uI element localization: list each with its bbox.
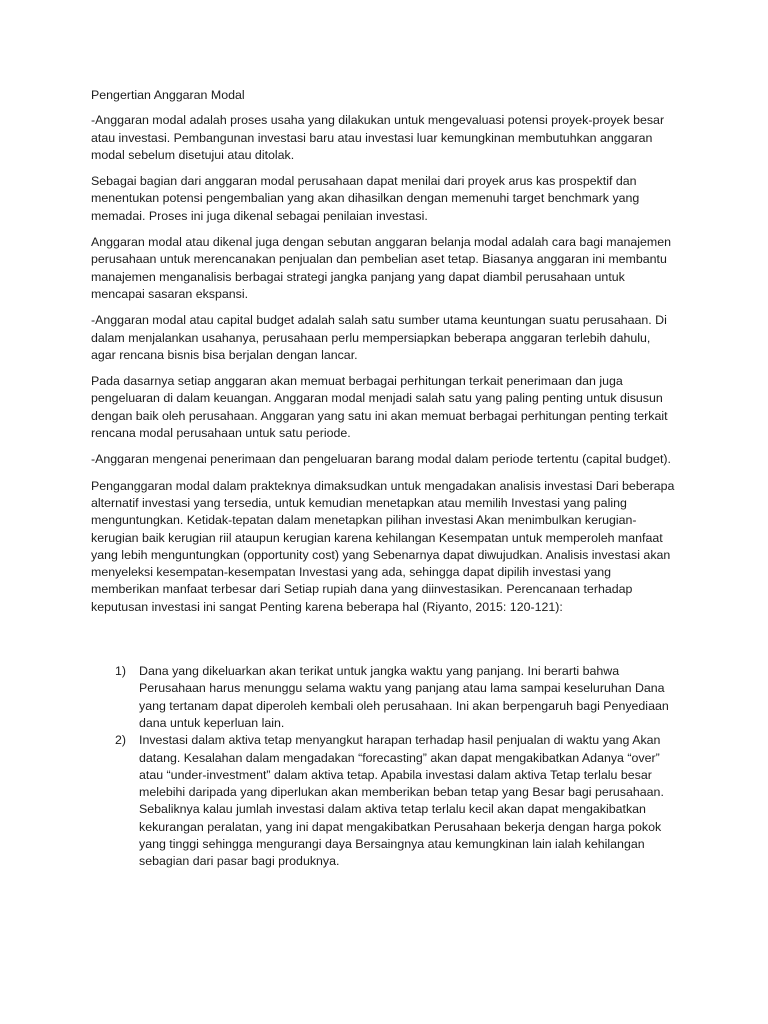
document-page	[91, 87, 677, 871]
list-number: 2)	[115, 733, 127, 748]
paragraph: Anggaran modal atau dikenal juga dengan sebutan anggaran belanja modal adalah cara bagi manajemen perusahaan untuk merencanakan penjualan dan pembelian aset tetap. Biasanya anggaran ini membantu manajemen menganalisis berbagai strategi jangka panjang yang dapat diambil perusahaan untuk mencapai sasaran ekspansi.	[91, 235, 672, 301]
paragraph: -Anggaran modal adalah proses usaha yang dilakukan untuk mengevaluasi potensi proyek-proyek besar atau investasi. Pembangunan investasi baru atau investasi luar kemungkinan membutuhkan anggaran modal sebelum disetujui atau ditolak.	[91, 113, 665, 162]
paragraph: Sebagai bagian dari anggaran modal perusahaan dapat menilai dari proyek arus kas prospektif dan menentukan potensi pengembalian yang akan dihasilkan dengan memenuhi target benchmark yang memadai. Proses ini juga dikenal sebagai penilaian investasi.	[91, 174, 640, 223]
list-item-text: Dana yang dikeluarkan akan terikat untuk jangka waktu yang panjang. Ini berarti bahwa Perusahaan harus menunggu selama waktu yang panjang atau lama sampai keseluruhan Dana yang tertanam dapat diperoleh kembali oleh perusahaan. Ini akan berpengaruh bagi Penyediaan dana untuk keperluan lain.	[139, 664, 669, 730]
list-number: 1)	[115, 664, 127, 679]
paragraph: -Anggaran mengenai penerimaan dan pengeluaran barang modal dalam periode tertentu (capital budget).	[91, 452, 672, 467]
paragraph: Pada dasarnya setiap anggaran akan memuat berbagai perhitungan terkait penerimaan dan juga pengeluaran di dalam keuangan. Anggaran modal menjadi salah satu yang paling penting untuk disusun dengan baik oleh perusahaan. Anggaran yang satu ini akan memuat berbagai perhitungan penting terkait rencana modal perusahaan untuk satu periode.	[91, 374, 668, 441]
list-item	[91, 732, 677, 870]
list-item	[91, 663, 677, 732]
blank-line	[91, 625, 677, 663]
document-title: Pengertian Anggaran Modal	[91, 88, 245, 102]
list-item-text: Investasi dalam aktiva tetap menyangkut harapan terhadap hasil penjualan di waktu yang Akan datang. Kesalahan dalam mengadakan “forecasting” akan dapat mengakibatkan Adanya “over” atau “under-investment” dalam aktiva tetap. Apabila investasi dalam aktiva Tetap terlalu besar melebihi daripada yang diperlukan akan memberikan beban tetap yang Besar bagi perusahaan. Sebaliknya kalau jumlah investasi dalam aktiva tetap terlalu kecil akan dapat mengakibatkan kekurangan peralatan, yang ini dapat mengakibatkan Perusahaan bekerja dengan harga pokok yang tinggi sehingga mengurangi daya Bersaingnya atau kemungkinan lain ialah kehilangan sebagian dari pasar bagi produknya.	[139, 733, 664, 869]
paragraph: -Anggaran modal atau capital budget adalah salah satu sumber utama keuntungan suatu perusahaan. Di dalam menjalankan usahanya, perusahaan perlu mempersiapkan beberapa anggaran terlebih dahulu, agar rencana bisnis bisa berjalan dengan lancar.	[91, 313, 667, 362]
numbered-list	[91, 663, 677, 871]
paragraph: Penganggaran modal dalam prakteknya dimaksudkan untuk mengadakan analisis investasi Dari beberapa alternatif investasi yang tersedia, untuk kemudian menetapkan atau memilih Investasi yang paling menguntungkan. Ketidak-tepatan dalam menetapkan pilihan investasi Akan menimbulkan kerugian-kerugian baik kerugian riil ataupun kerugian karena kehilangan Kesempatan untuk memperoleh manfaat yang lebih menguntungkan (opportunity cost) yang Sebenarnya dapat diwujudkan. Analisis investasi akan menyeleksi kesempatan-kesempatan Investasi yang ada, sehingga dapat dipilih investasi yang memberikan manfaat terbesar dari Setiap rupiah dana yang diinvestasikan. Perencanaan terhadap keputusan investasi ini sangat Penting karena beberapa hal (Riyanto, 2015: 120-121):	[91, 478, 675, 614]
